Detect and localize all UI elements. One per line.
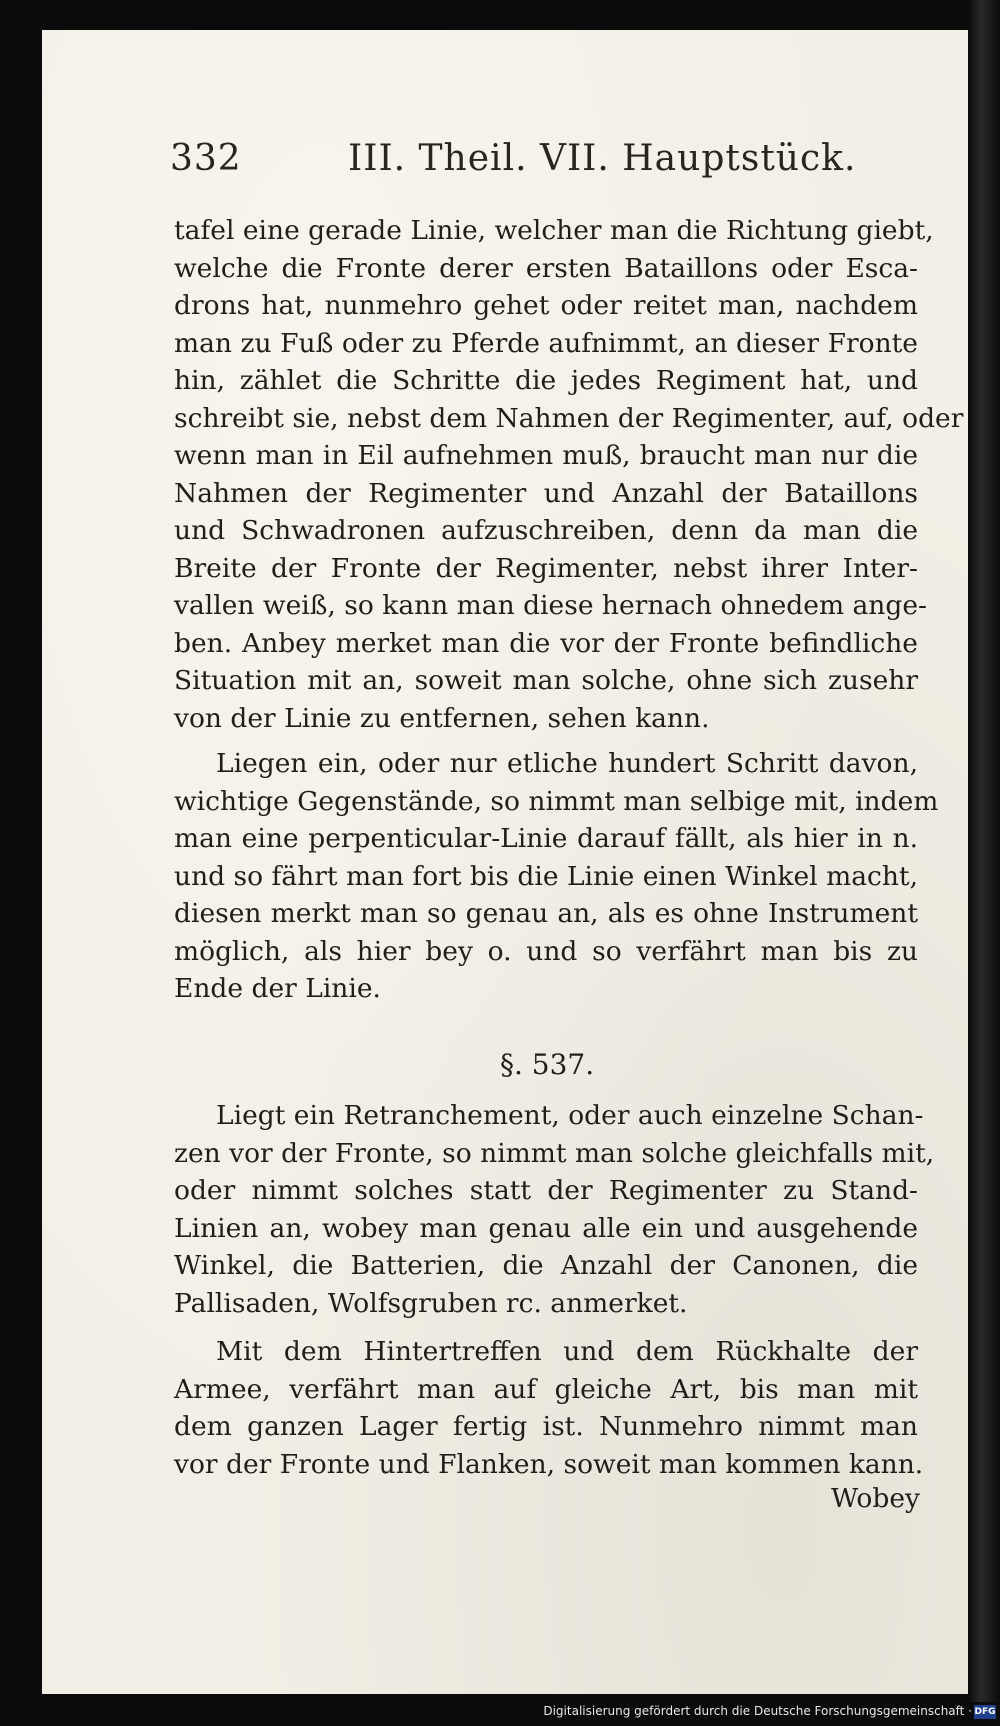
text-line: Armee, verfährt man auf gleiche Art, bis man mit xyxy=(174,1373,918,1405)
text-line: möglich, als hier bey o. und so verfährt man bis zu xyxy=(174,935,918,967)
text-line: wenn man in Eil aufnehmen muß, braucht man nur die xyxy=(174,440,918,471)
text-line: Situation mit an, soweit man solche, ohne sich zusehr xyxy=(174,665,918,696)
catchword: Wobey xyxy=(830,1483,920,1514)
paragraph-2 xyxy=(174,745,939,1008)
text-line: Breite der Fronte der Regimenter, nebst ihrer Inter- xyxy=(174,552,918,584)
section-heading: §. 537. xyxy=(500,1048,595,1081)
text-line: oder nimmt solches statt der Regimenter zu Stand- xyxy=(174,1175,918,1206)
page-number: 332 xyxy=(170,138,242,179)
text-line: schreibt sie, nebst dem Nahmen der Regimenter, auf, oder xyxy=(174,402,964,434)
text-line: von der Linie zu entfernen, sehen kann. xyxy=(174,702,710,734)
text-line: Pallisaden, Wolfsgruben rc. anmerket. xyxy=(174,1287,688,1319)
text-line: drons hat, nunmehro gehet oder reitet man, nachdem xyxy=(174,290,918,321)
text-line: und Schwadronen aufzuschreiben, denn da man die xyxy=(174,515,918,546)
text-line: Ende der Linie. xyxy=(174,973,381,1004)
text-line: Liegt ein Retranchement, oder auch einzelne Schan- xyxy=(216,1100,924,1131)
text-line: Linien an, wobey man genau alle ein und ausgehende xyxy=(174,1212,918,1244)
text-line: tafel eine gerade Linie, welcher man die Richtung giebt, xyxy=(174,215,934,246)
text-line: welche die Fronte derer ersten Bataillons oder Esca- xyxy=(174,252,918,284)
text-line: man eine perpenticular-Linie darauf fällt, als hier in n. xyxy=(174,823,918,854)
text-line: wichtige Gegenstände, so nimmt man selbige mit, indem xyxy=(174,785,939,817)
text-line: diesen merkt man so genau an, als es ohne Instrument xyxy=(174,898,918,929)
text-line: und so fährt man fort bis die Linie einen Winkel macht, xyxy=(174,860,918,892)
text-line: vor der Fronte und Flanken, soweit man kommen kann. xyxy=(174,1448,924,1480)
paragraph-1 xyxy=(174,212,964,737)
dfg-logo: DFG xyxy=(974,1707,996,1717)
text-line: Mit dem Hintertreffen und dem Rückhalte der xyxy=(216,1336,918,1367)
text-line: dem ganzen Lager fertig ist. Nunmehro nimmt man xyxy=(174,1411,918,1442)
text-line: Winkel, die Batterien, die Anzahl der Canonen, die xyxy=(174,1250,918,1281)
text-line: Nahmen der Regimenter und Anzahl der Bataillons xyxy=(174,477,918,509)
text-line: hin, zählet die Schritte die jedes Regiment hat, und xyxy=(174,365,918,396)
text-line: ben. Anbey merket man die vor der Fronte befindliche xyxy=(174,627,918,659)
paragraph-3 xyxy=(174,1097,935,1322)
funding-credit: Digitalisierung gefördert durch die Deutsche Forschungsgemeinschaft · xyxy=(543,1704,972,1718)
text-line: man zu Fuß oder zu Pferde aufnimmt, an dieser Fronte xyxy=(174,327,918,359)
text-line: Liegen ein, oder nur etliche hundert Schritt davon, xyxy=(216,748,918,779)
text-line: zen vor der Fronte, so nimmt man solche gleichfalls mit, xyxy=(174,1137,935,1169)
text-line: vallen weiß, so kann man diese hernach ohnedem ange- xyxy=(174,590,927,621)
scan-edge xyxy=(968,0,1000,1726)
paragraph-4 xyxy=(174,1333,924,1483)
running-head: III. Theil. VII. Hauptstück. xyxy=(348,138,857,179)
